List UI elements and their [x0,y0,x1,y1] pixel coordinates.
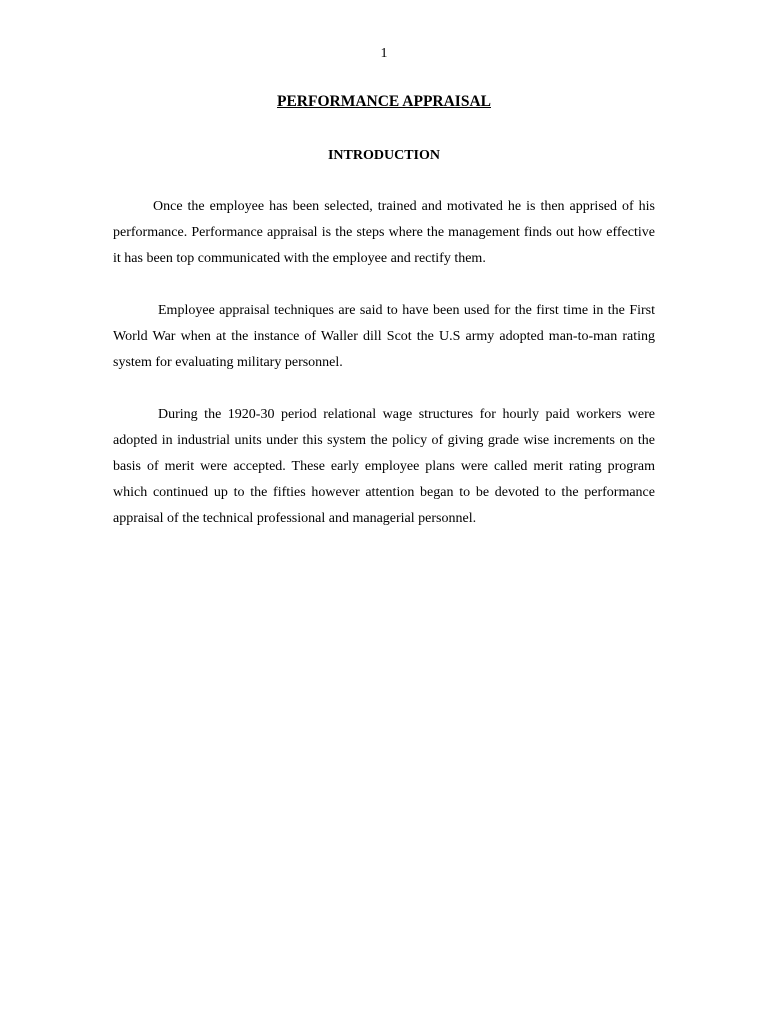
section-heading: INTRODUCTION [327,148,440,163]
document-title: PERFORMANCE APPRAISAL [277,93,491,110]
paragraph-1: Once the employee has been selected, trained and motivated he is then apprised of his performance. Performance appraisal is the steps where the management finds out how effective it has been top communicated with the employee and rectify them. [113,199,655,266]
page-number: 1 [380,46,388,61]
paragraph-2: Employee appraisal techniques are said to have been used for the first time in the First World War when at the instance of Waller dill Scot the U.S army adopted man-to-man rating system for evaluating military personnel. [113,303,655,370]
paragraph-3: During the 1920-30 period relational wage structures for hourly paid workers were adopted in industrial units under this system the policy of giving grade wise increments on the basis of merit were accepted. These early employee plans were called merit rating program which continued up to the fifties however attention began to be devoted to the performance appraisal of the technical professional and managerial personnel. [113,407,655,526]
